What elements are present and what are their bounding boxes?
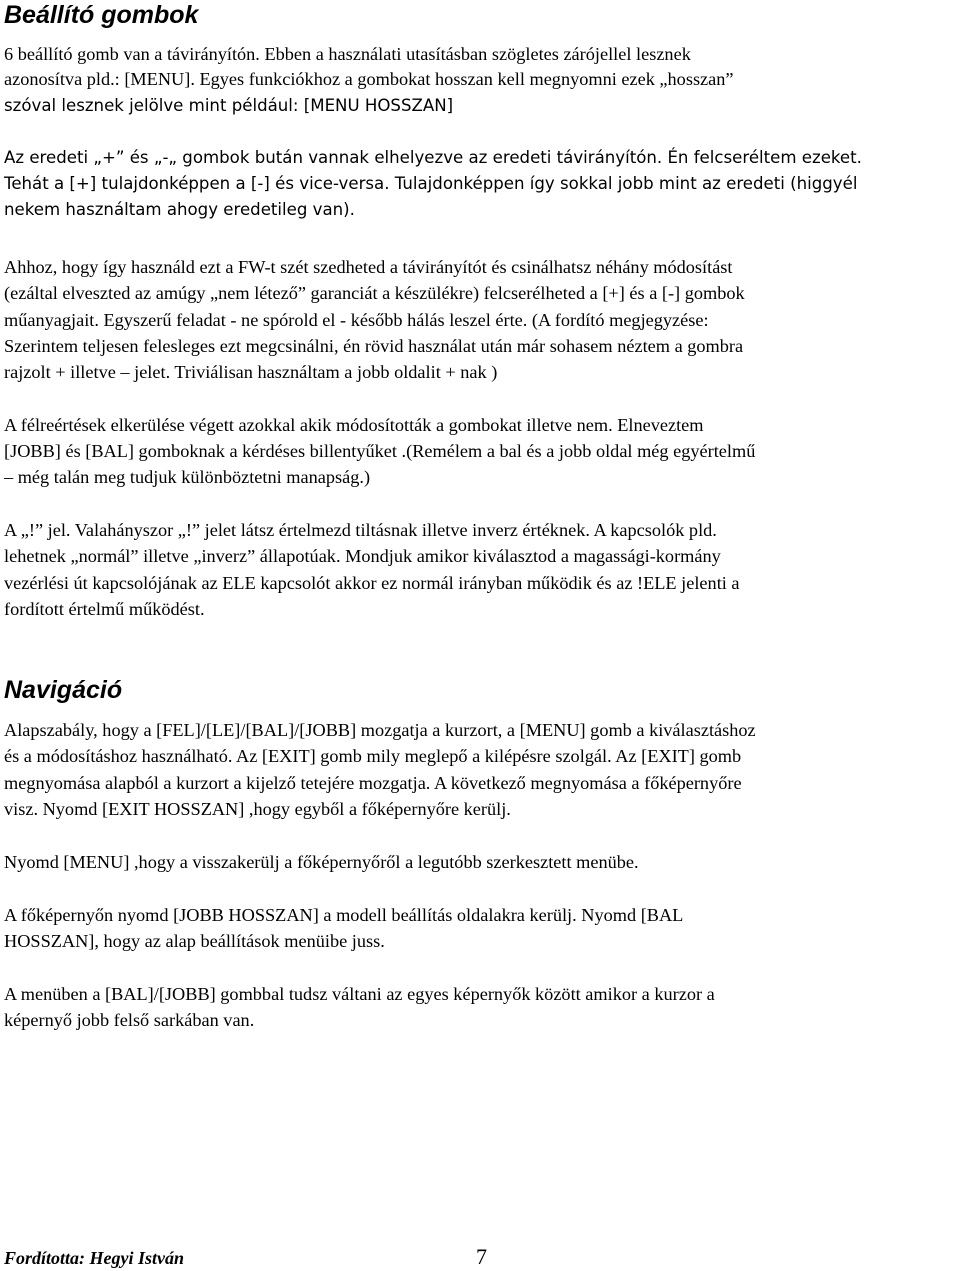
- paragraph-line: fordított értelmű működést.: [4, 599, 205, 619]
- paragraph-line: rajzolt + illetve – jelet. Triviálisan használtam a jobb oldalit + nak ): [4, 362, 498, 382]
- paragraph-line: Nyomd [MENU] ,hogy a visszakerülj a főképernyőről a legutóbb szerkesztett menübe.: [4, 852, 639, 872]
- paragraph-line: szóval lesznek jelölve mint például: [MENU HOSSZAN]: [4, 96, 454, 115]
- paragraph-line: Tehát a [+] tulajdonképpen a [-] és vice-versa. Tulajdonképpen így sokkal jobb mint az eredeti (higgyél: [4, 174, 858, 193]
- paragraph-line: megnyomása alapból a kurzort a kijelző tetejére mozgatja. A következő megnyomása a főképernyőre: [4, 773, 742, 793]
- paragraph-line: azonosítva pld.: [MENU]. Egyes funkciókhoz a gombokat hosszan kell megnyomni ezek „hosszan”: [4, 69, 734, 89]
- section-heading-beallito-gombok: Beállító gombok: [4, 1, 199, 29]
- paragraph-line: A félreértések elkerülése végett azokkal akik módosították a gombokat illetve nem. Elneveztem: [4, 415, 704, 435]
- paragraph-line: vezérlési út kapcsolójának az ELE kapcsolót akkor ez normál irányban működik és az !ELE jelenti a: [4, 573, 740, 593]
- page-number: 7: [476, 1244, 487, 1269]
- paragraph-line: nekem használtam ahogy eredetileg van).: [4, 200, 355, 219]
- paragraph-line: – még talán meg tudjuk különböztetni manapság.): [4, 467, 371, 487]
- paragraph-line: és a módosításhoz használható. Az [EXIT] gomb mily meglepő a kilépésre szolgál. Az [EXIT] gomb: [4, 746, 742, 766]
- paragraph-line: Az eredeti „+” és „-„ gombok bután vannak elhelyezve az eredeti távirányítón. Én felcseréltem ezeket.: [4, 148, 862, 167]
- paragraph-line: 6 beállító gomb van a távirányítón. Ebben a használati utasításban szögletes zárójellel lesznek: [4, 44, 691, 64]
- paragraph-line: A „!” jel. Valahányszor „!” jelet látsz értelmezd tiltásnak illetve inverz értéknek. A kapcsolók pld.: [4, 520, 717, 540]
- paragraph-line: HOSSZAN], hogy az alap beállítások menüibe juss.: [4, 931, 385, 951]
- paragraph-line: Szerintem teljesen felesleges ezt megcsinálni, én rövid használat után már sohasem néztem a gombra: [4, 336, 744, 356]
- footer-translator-credit: Fordította: Hegyi István: [4, 1248, 184, 1268]
- paragraph-line: visz. Nyomd [EXIT HOSSZAN] ,hogy egyből a főképernyőre kerülj.: [4, 799, 511, 819]
- paragraph-line: műanyagjait. Egyszerű feladat - ne spórold el - később hálás leszel érte. (A fordító megjegyzése:: [4, 310, 709, 330]
- paragraph-line: A menüben a [BAL]/[JOBB] gombbal tudsz váltani az egyes képernyők között amikor a kurzor a: [4, 984, 715, 1004]
- paragraph-line: lehetnek „normál” illetve „inverz” állapotúak. Mondjuk amikor kiválasztod a magassági-kormány: [4, 546, 721, 566]
- paragraph-line: képernyő jobb felső sarkában van.: [4, 1010, 255, 1030]
- paragraph-line: (ezáltal elveszted az amúgy „nem létező” garanciát a készülékre) felcserélheted a [+] és a [-] gombok: [4, 283, 745, 303]
- paragraph-line: A főképernyőn nyomd [JOBB HOSSZAN] a modell beállítás oldalakra kerülj. Nyomd [BAL: [4, 905, 684, 925]
- paragraph-line: [JOBB] és [BAL] gomboknak a kérdéses billentyűket .(Remélem a bal és a jobb oldal még egyértelmű: [4, 441, 756, 461]
- paragraph-line: Ahhoz, hogy így használd ezt a FW-t szét szedheted a távirányítót és csinálhatsz néhány módosítást: [4, 257, 733, 277]
- section-heading-navigacio: Navigáció: [4, 676, 123, 704]
- paragraph-line: Alapszabály, hogy a [FEL]/[LE]/[BAL]/[JOBB] mozgatja a kurzort, a [MENU] gomb a kiválasztáshoz: [4, 720, 756, 740]
